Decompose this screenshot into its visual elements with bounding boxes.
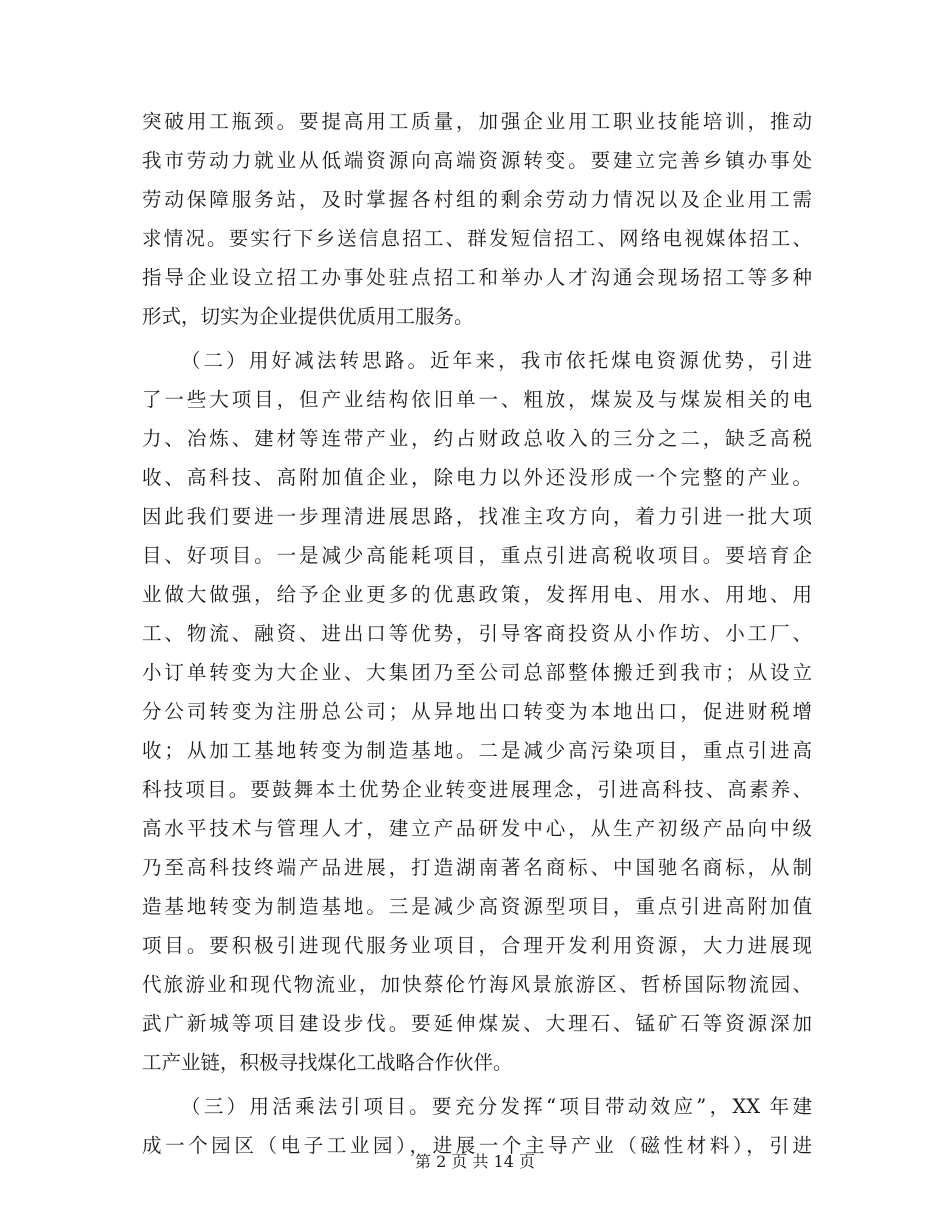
document-body: [142, 102, 812, 1165]
text-line: 分公司转变为注册总公司；从异地出口转变为本地出口，促进财税增: [142, 700, 812, 723]
text-line: 力、冶炼、建材等连带产业，约占财政总收入的三分之二，缺乏高税: [142, 427, 812, 450]
text-line: 小订单转变为大企业、大集团乃至公司总部整体搬迁到我市；从设立: [142, 661, 812, 684]
text-line: 造基地转变为制造基地。三是减少高资源型项目，重点引进高附加值: [142, 895, 812, 918]
text-line: 项目。要积极引进现代服务业项目，合理开发利用资源，大力进展现: [142, 934, 812, 957]
text-line: 收；从加工基地转变为制造基地。二是减少高污染项目，重点引进高: [142, 739, 812, 762]
text-line: （三）用活乘法引项目。要充分发挥“项目带动效应”，XX 年建: [181, 1095, 812, 1118]
text-line: 乃至高科技终端产品进展，打造湖南著名商标、中国驰名商标，从制: [142, 856, 812, 879]
text-line: 指导企业设立招工办事处驻点招工和举办人才沟通会现场招工等多种: [142, 266, 812, 289]
text-line: 求情况。要实行下乡送信息招工、群发短信招工、网络电视媒体招工、: [142, 227, 812, 250]
text-line: 突破用工瓶颈。要提高用工质量，加强企业用工职业技能培训，推动: [142, 110, 812, 133]
text-line: 工产业链，积极寻找煤化工战略合作伙伴。: [142, 1051, 513, 1074]
text-line: （二）用好减法转思路。近年来，我市依托煤电资源优势，引进: [181, 349, 812, 372]
text-line: 因此我们要进一步理清进展思路，找准主攻方向，着力引进一批大项: [142, 505, 812, 528]
text-line: 劳动保障服务站，及时掌握各村组的剩余劳动力情况以及企业用工需: [142, 188, 812, 211]
text-line: 目、好项目。一是减少高能耗项目，重点引进高税收项目。要培育企: [142, 544, 812, 567]
text-line: 工、物流、融资、进出口等优势，引导客商投资从小作坊、小工厂、: [142, 622, 812, 645]
text-line: 我市劳动力就业从低端资源向高端资源转变。要建立完善乡镇办事处: [142, 149, 812, 172]
text-line: 收、高科技、高附加值企业，除电力以外还没形成一个完整的产业。: [142, 466, 812, 489]
page-footer: 第 2 页 共 14 页: [415, 1152, 535, 1171]
text-line: 高水平技术与管理人才，建立产品研发中心，从生产初级产品向中级: [142, 817, 812, 840]
text-line: 武广新城等项目建设步伐。要延伸煤炭、大理石、锰矿石等资源深加: [142, 1012, 812, 1035]
text-line: 了一些大项目，但产业结构依旧单一、粗放，煤炭及与煤炭相关的电: [142, 388, 812, 411]
text-line: 形式，切实为企业提供优质用工服务。: [142, 305, 474, 328]
paragraph-continuation: [142, 102, 812, 336]
paragraph-section-2: [142, 341, 812, 1082]
text-line: 代旅游业和现代物流业，加快蔡伦竹海风景旅游区、哲桥国际物流园、: [142, 973, 812, 996]
text-line: 成一个园区（电子工业园），进展一个主导产业（磁性材料），引进: [142, 1134, 812, 1157]
text-line: 业做大做强，给予企业更多的优惠政策，发挥用电、用水、用地、用: [142, 583, 812, 606]
text-line: 科技项目。要鼓舞本土优势企业转变进展理念，引进高科技、高素养、: [142, 778, 812, 801]
